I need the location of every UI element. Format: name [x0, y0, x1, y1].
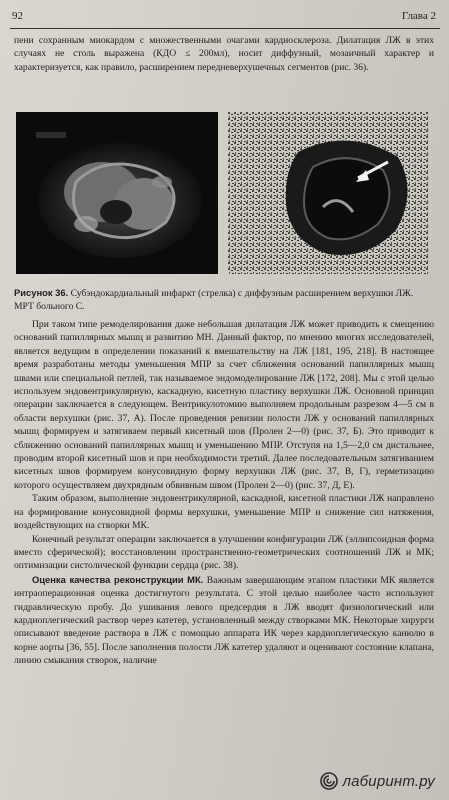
mri-image-right	[228, 112, 428, 274]
page-number: 92	[12, 10, 23, 22]
section-paragraph	[14, 573, 434, 668]
figure-caption-text: Субэндокардиальный инфаркт (стрелка) с диффузным расширением верхушки ЛЖ. МРТ больного С.	[14, 288, 414, 313]
mri-scan-left-graphic	[16, 112, 218, 274]
body-text	[14, 318, 434, 668]
watermark	[320, 772, 435, 790]
labyrinth-logo-icon	[320, 772, 338, 790]
section-heading: Оценка качества реконструкции МК.	[32, 573, 204, 585]
watermark-text: лабиринт.ру	[342, 772, 435, 790]
header-rule	[10, 28, 440, 29]
body-paragraph-3: Конечный результат операции заключается в улучшении конфигурации ЛЖ (эллипсоидная форма вместо сферической); восстановлении пространственно-геометрических соотношений ЛЖ и МК; оптимизации систолической функции сердца (рис. 38).	[14, 533, 434, 572]
figure-label: Рисунок 36.	[14, 287, 69, 298]
figure-caption	[14, 286, 434, 314]
mri-scan-right-graphic	[228, 112, 428, 274]
page-header	[10, 10, 440, 26]
chapter-title: Глава 2	[401, 10, 436, 22]
body-paragraph-2: Таким образом, выполнение эндовентрикулярной, каскадной, кисетной пластики ЛЖ направлено на формирование конусовидной формы верхушки, уменьшение МПР и снижение сил натяжения, воздействующих на створки МК.	[14, 493, 434, 532]
body-paragraph-1: При таком типе ремоделирования даже небольшая дилатация ЛЖ может приводить к смещению оснований папиллярных мышц и развитию МН. Данный фактор, по мнению многих исследователей, является ведущим в определении показаний к вмешательству на ЛЖ [181, 195, 218]. В настоящее время разработаны методы уменьшения МПР за счет сближения оснований папиллярных мышц швами или специальной петлей, так называемое эндомоделирование ЛЖ [172, 208]. Мы с этой целью используем эндовентрикулярную, каскадную, кисетную пластику верхушки ЛЖ. Основной принцип операции заключается в следующем. Вентрикулотомию выполняем продольным разрезом 4—5 см в области верхушки (рис. 37, А). После проведения ревизии полости ЛЖ у оснований папиллярных мышц формируем и затягиваем первый кисетный шов (Пролен 2—0) (рис. 37, Б). Это приводит к сближению оснований папиллярных мышц и уменьшению МПР. Отступя на 1,5—2,0 см дистальнее, проводим второй кисетный шов и при необходимости третий. Далее последовательным затягиванием кисетных швов формируем конусовидную форму верхушки ЛЖ (рис. 37, В, Г), герметизацию которого осуществляем двухрядным обвивным швом (Пролен 2—0) (рис. 37, Д, Е).	[14, 319, 434, 491]
intro-text	[14, 34, 434, 74]
section-text: Важным завершающим этапом пластики МК является интраоперационная оценка достигнутого результата. С этой целью наиболее часто используют гидравлическую пробу. До ушивания левого предсердия в ЛЖ вводят физиологический или кардиоплегический раствор через катетер, установленный между створками МК. Некоторые хирурги описывают введение раствора в ЛЖ с помощью аппарата ИК через кардиоплегическую канюлю в корне аорты [36, 55]. После заполнения полости ЛЖ катетер удаляют и оценивают состояние клапана, линию смыкания створок, наличие	[14, 574, 434, 667]
intro-paragraph: пени сохранным миокардом с множественными очагами кардиосклероза. Дилатация ЛЖ в этих случаях не столь выражена (КДО ≤ 200мл), носит диффузный, мозаичный характер и характеризуется, как правило, расширением передневерхушечных сегментов (рис. 36).	[14, 35, 434, 73]
mri-image-left	[16, 112, 218, 274]
